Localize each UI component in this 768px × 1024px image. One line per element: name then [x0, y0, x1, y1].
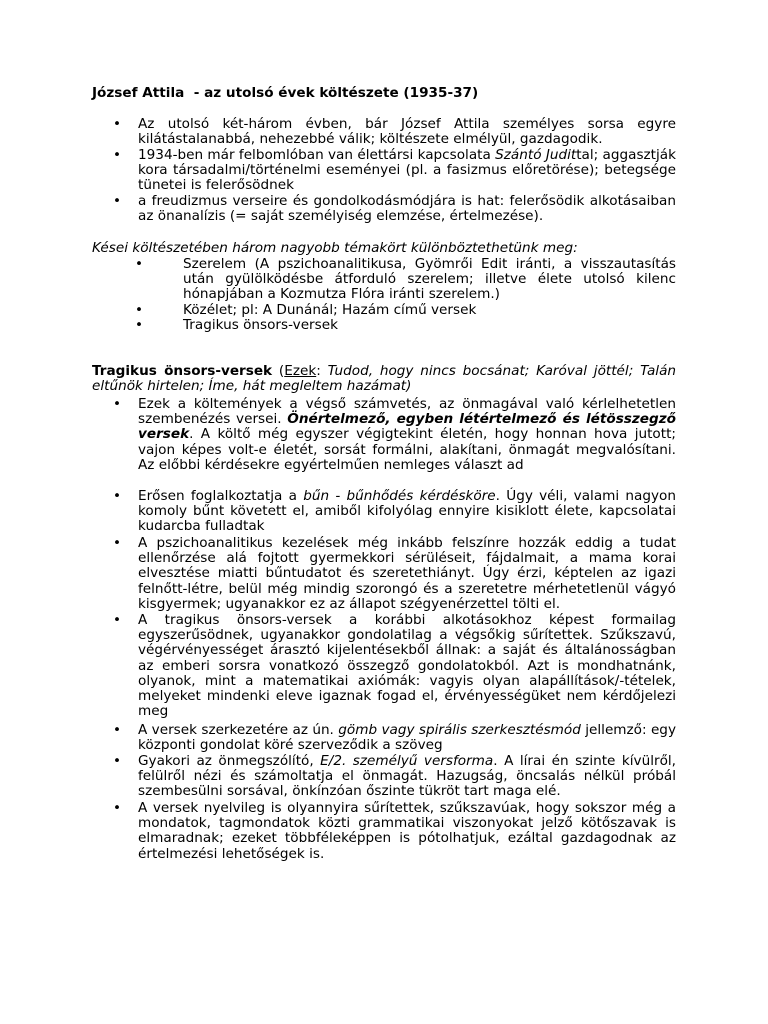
list-item: A versek nyelvileg is olyannyira sűrítettek, szűkszavúak, hogy sokszor még a mondatok, tagmondatok közti grammatikai viszonyokat jelző kötőszavak is elmaradnak; ezeket többféleképpen is pótolhatjuk, ezáltal gazdagodnak az értelmezési lehetőségek is.: [138, 800, 676, 862]
bullet-icon: [134, 257, 144, 272]
list-item: A tragikus önsors-versek a korábbi alkotásokhoz képest formailag egyszerűsödnek, ugyanakkor gondolatilag a végsőkig sűrítettek. Szűkszavú, végérvényességet árasztó kijelentésekből állnak: a saját és általánosságban az emberi sorsra vonatkozó összegző gondolatokból. Azt is mondhatnánk, olyanok, mint a matematikai axiómák: vagyis olyan alapállítások/-tételek, melyeket mindenki eleve igaznak fogad el, érvényességüket nem kérdőjelezi meg: [138, 612, 676, 720]
bullet-icon: [112, 754, 122, 769]
list-item: A pszichoanalitikus kezelések még inkább felszínre hozzák eddig a tudat ellenőrzése alá fojtott gyermekkori sérüléseit, fájdalmait, a mama korai elvesztése miatti bűntudatot és szeretethiányt. Úgy érzi, képtelen az igazi felnőtt-létre, belül még mindig szorongó és a szeretetre mérhetetlenül vágyó kisgyermek; ugyanakkor ez az állapot szégyenérzettel tölti el.: [138, 535, 676, 612]
bullet-icon: [112, 194, 122, 209]
document-title: József Attila - az utolsó évek költészete (1935-37): [92, 85, 479, 101]
bullet-icon: [112, 801, 122, 816]
bullet-icon: [112, 148, 122, 163]
list-item: Ezek a költemények a végső számvetés, az önmagával való kérlelhetetlen szembenézés versei. Önértelmező, egyben létértelmező és létösszegző versek. A költő még egyszer végigtekint életén, hogy honnan hova jutott; vajon képes volt-e életét, sorsát formálni, alakítani, önmagát megvalósítani. Az előbbi kérdésekre egyértelműen nemleges választ ad: [138, 396, 677, 473]
list-item: a freudizmus verseire és gondolkodásmódjára is hat: felerősödik alkotásaiban az önanalízis (= saját személyiség elemzése, értelmezése).: [138, 193, 676, 225]
bullet-icon: [112, 536, 122, 551]
section-heading: Tragikus önsors-versek (Ezek: Tudod, hogy nincs bocsánat; Karóval jöttél; Talán eltűnök hirtelen; Íme, hát megleltem hazámat): [92, 363, 677, 395]
bullet-icon: [112, 613, 122, 628]
bullet-icon: [112, 117, 122, 132]
list-item: Gyakori az önmegszólító, E/2. személyű versforma. A lírai én szinte kívülről, felülről nézi és számoltatja el önmagát. Hazugság, öncsalás nélkül próbál szembesülni sorsával, önkínzóan őszinte tükröt tart maga elé.: [138, 753, 676, 800]
list-item: Erősen foglalkoztatja a bűn - bűnhődés kérdésköre. Úgy véli, valami nagyon komoly bűnt követett el, amiből kifolyólag ennyire kisiklott élete, kapcsolatai kudarcba fulladtak: [138, 488, 676, 535]
bullet-icon: [134, 303, 144, 318]
themes-intro: Kései költészetében három nagyobb témakört különböztethetünk meg:: [92, 240, 578, 256]
bullet-icon: [134, 318, 144, 333]
bullet-icon: [112, 723, 122, 738]
list-item: Az utolsó két-három évben, bár József Attila személyes sorsa egyre kilátástalanabbá, nehezebbé válik; költészete elmélyül, gazdagodik.: [138, 116, 676, 148]
list-item: Tragikus önsors-versek: [183, 317, 338, 333]
bullet-icon: [112, 489, 122, 504]
bullet-icon: [112, 397, 122, 412]
list-item: 1934-ben már felbomlóban van élettársi kapcsolata Szántó Judittal; aggasztják kora társadalmi/történelmi eseményei (pl. a fasizmus előretörése); betegsége tünetei is felerősödnek: [138, 147, 676, 194]
list-item: Közélet; pl: A Dunánál; Hazám című versek: [183, 302, 477, 318]
list-item: A versek szerkezetére az ún. gömb vagy spirális szerkesztésmód jellemző: egy központi gondolat köré szerveződik a szöveg: [138, 722, 676, 754]
list-item: Szerelem (A pszichoanalitikusa, Gyömrői Edit iránti, a visszautasítás után gyülölködésbe átforduló szerelem; illetve élete utolsó kilenc hónapjában a Kozmutza Flóra iránti szerelem.): [183, 256, 676, 303]
